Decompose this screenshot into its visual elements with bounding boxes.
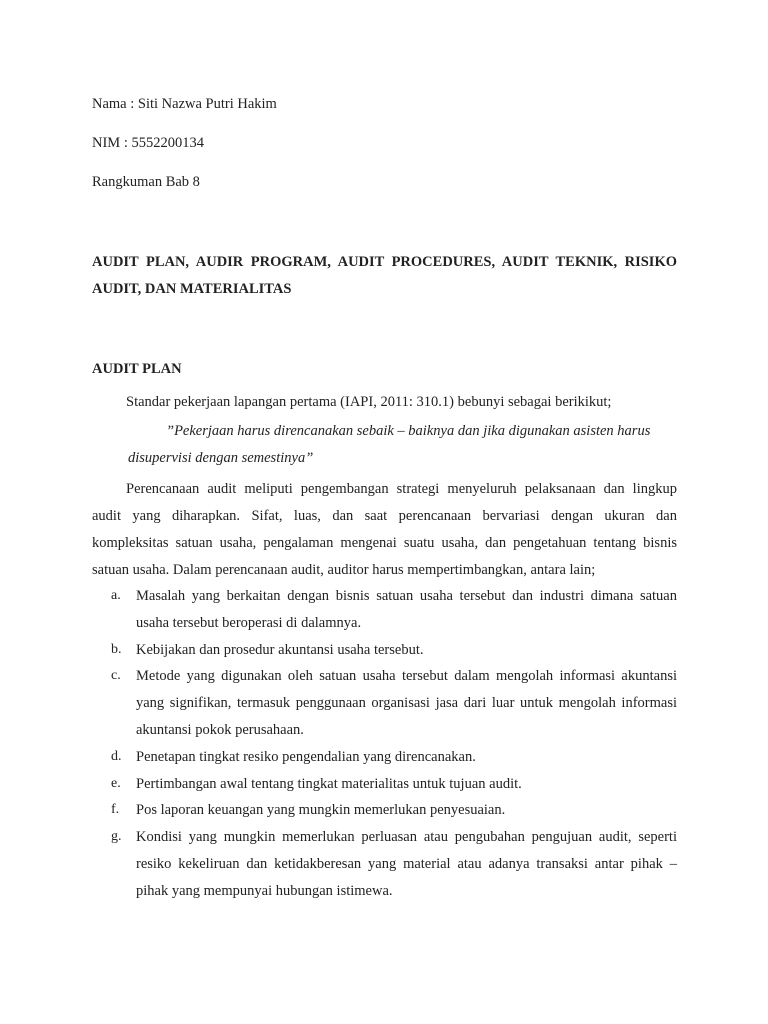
list-marker-f: f. bbox=[111, 802, 120, 817]
list-marker-c: c. bbox=[111, 668, 121, 683]
paragraph-line-2: audit yang diharapkan. Sifat, luas, dan saat perencanaan bervariasi dengan ukuran dan bbox=[92, 508, 677, 524]
list-item-g-line-1: Kondisi yang mungkin memerlukan perluasan atau pengubahan pengujuan audit, seperti bbox=[136, 829, 677, 845]
quote-line-1: ”Pekerjaan harus direncanakan sebaik – baiknya dan jika digunakan asisten harus bbox=[166, 423, 651, 439]
student-name: Nama : Siti Nazwa Putri Hakim bbox=[92, 96, 277, 112]
list-item-d-line-1: Penetapan tingkat resiko pengendalian yang direncanakan. bbox=[136, 749, 476, 765]
list-item-a-line-1: Masalah yang berkaitan dengan bisnis satuan usaha tersebut dan industri dimana satuan bbox=[136, 588, 677, 604]
list-item-a-line-2: usaha tersebut beroperasi di dalamnya. bbox=[136, 615, 362, 631]
list-item-f-line-1: Pos laporan keuangan yang mungkin memerlukan penyesuaian. bbox=[136, 802, 506, 818]
list-item-e-line-1: Pertimbangan awal tentang tingkat materialitas untuk tujuan audit. bbox=[136, 776, 522, 792]
list-item-c-line-1: Metode yang digunakan oleh satuan usaha tersebut dalam mengolah informasi akuntansi bbox=[136, 668, 677, 684]
list-marker-a: a. bbox=[111, 588, 121, 603]
section-heading: AUDIT PLAN bbox=[92, 361, 182, 377]
intro-paragraph: Standar pekerjaan lapangan pertama (IAPI, 2011: 310.1) bebunyi sebagai berikikut; bbox=[126, 394, 612, 410]
paragraph-line-3: kompleksitas satuan usaha, pengalaman mengenai suatu usaha, dan pengetahuan tentang bisnis bbox=[92, 535, 677, 551]
paragraph-line-4: satuan usaha. Dalam perencanaan audit, auditor harus mempertimbangkan, antara lain; bbox=[92, 562, 596, 578]
document-title-line-2: AUDIT, DAN MATERIALITAS bbox=[92, 281, 292, 297]
list-marker-g: g. bbox=[111, 829, 122, 844]
document-title-line-1: AUDIT PLAN, AUDIR PROGRAM, AUDIT PROCEDURES, AUDIT TEKNIK, RISIKO bbox=[92, 254, 677, 270]
list-item-g-line-2: resiko kekeliruan dan ketidakberesan yang material atau adanya transaksi antar pihak – bbox=[136, 856, 677, 872]
list-marker-d: d. bbox=[111, 749, 122, 764]
list-item-g-line-3: pihak yang mempunyai hubungan istimewa. bbox=[136, 883, 393, 899]
list-marker-b: b. bbox=[111, 642, 122, 657]
summary-label: Rangkuman Bab 8 bbox=[92, 174, 200, 190]
list-item-b-line-1: Kebijakan dan prosedur akuntansi usaha tersebut. bbox=[136, 642, 424, 658]
paragraph-line-1: Perencanaan audit meliputi pengembangan strategi menyeluruh pelaksanaan dan lingkup bbox=[126, 481, 677, 497]
list-item-c-line-2: yang signifikan, termasuk penggunaan organisasi jasa dari luar untuk mengolah informasi bbox=[136, 695, 677, 711]
quote-line-2: disupervisi dengan semestinya” bbox=[128, 450, 314, 466]
student-nim: NIM : 5552200134 bbox=[92, 135, 204, 151]
list-marker-e: e. bbox=[111, 776, 121, 791]
list-item-c-line-3: akuntansi pokok perusahaan. bbox=[136, 722, 304, 738]
